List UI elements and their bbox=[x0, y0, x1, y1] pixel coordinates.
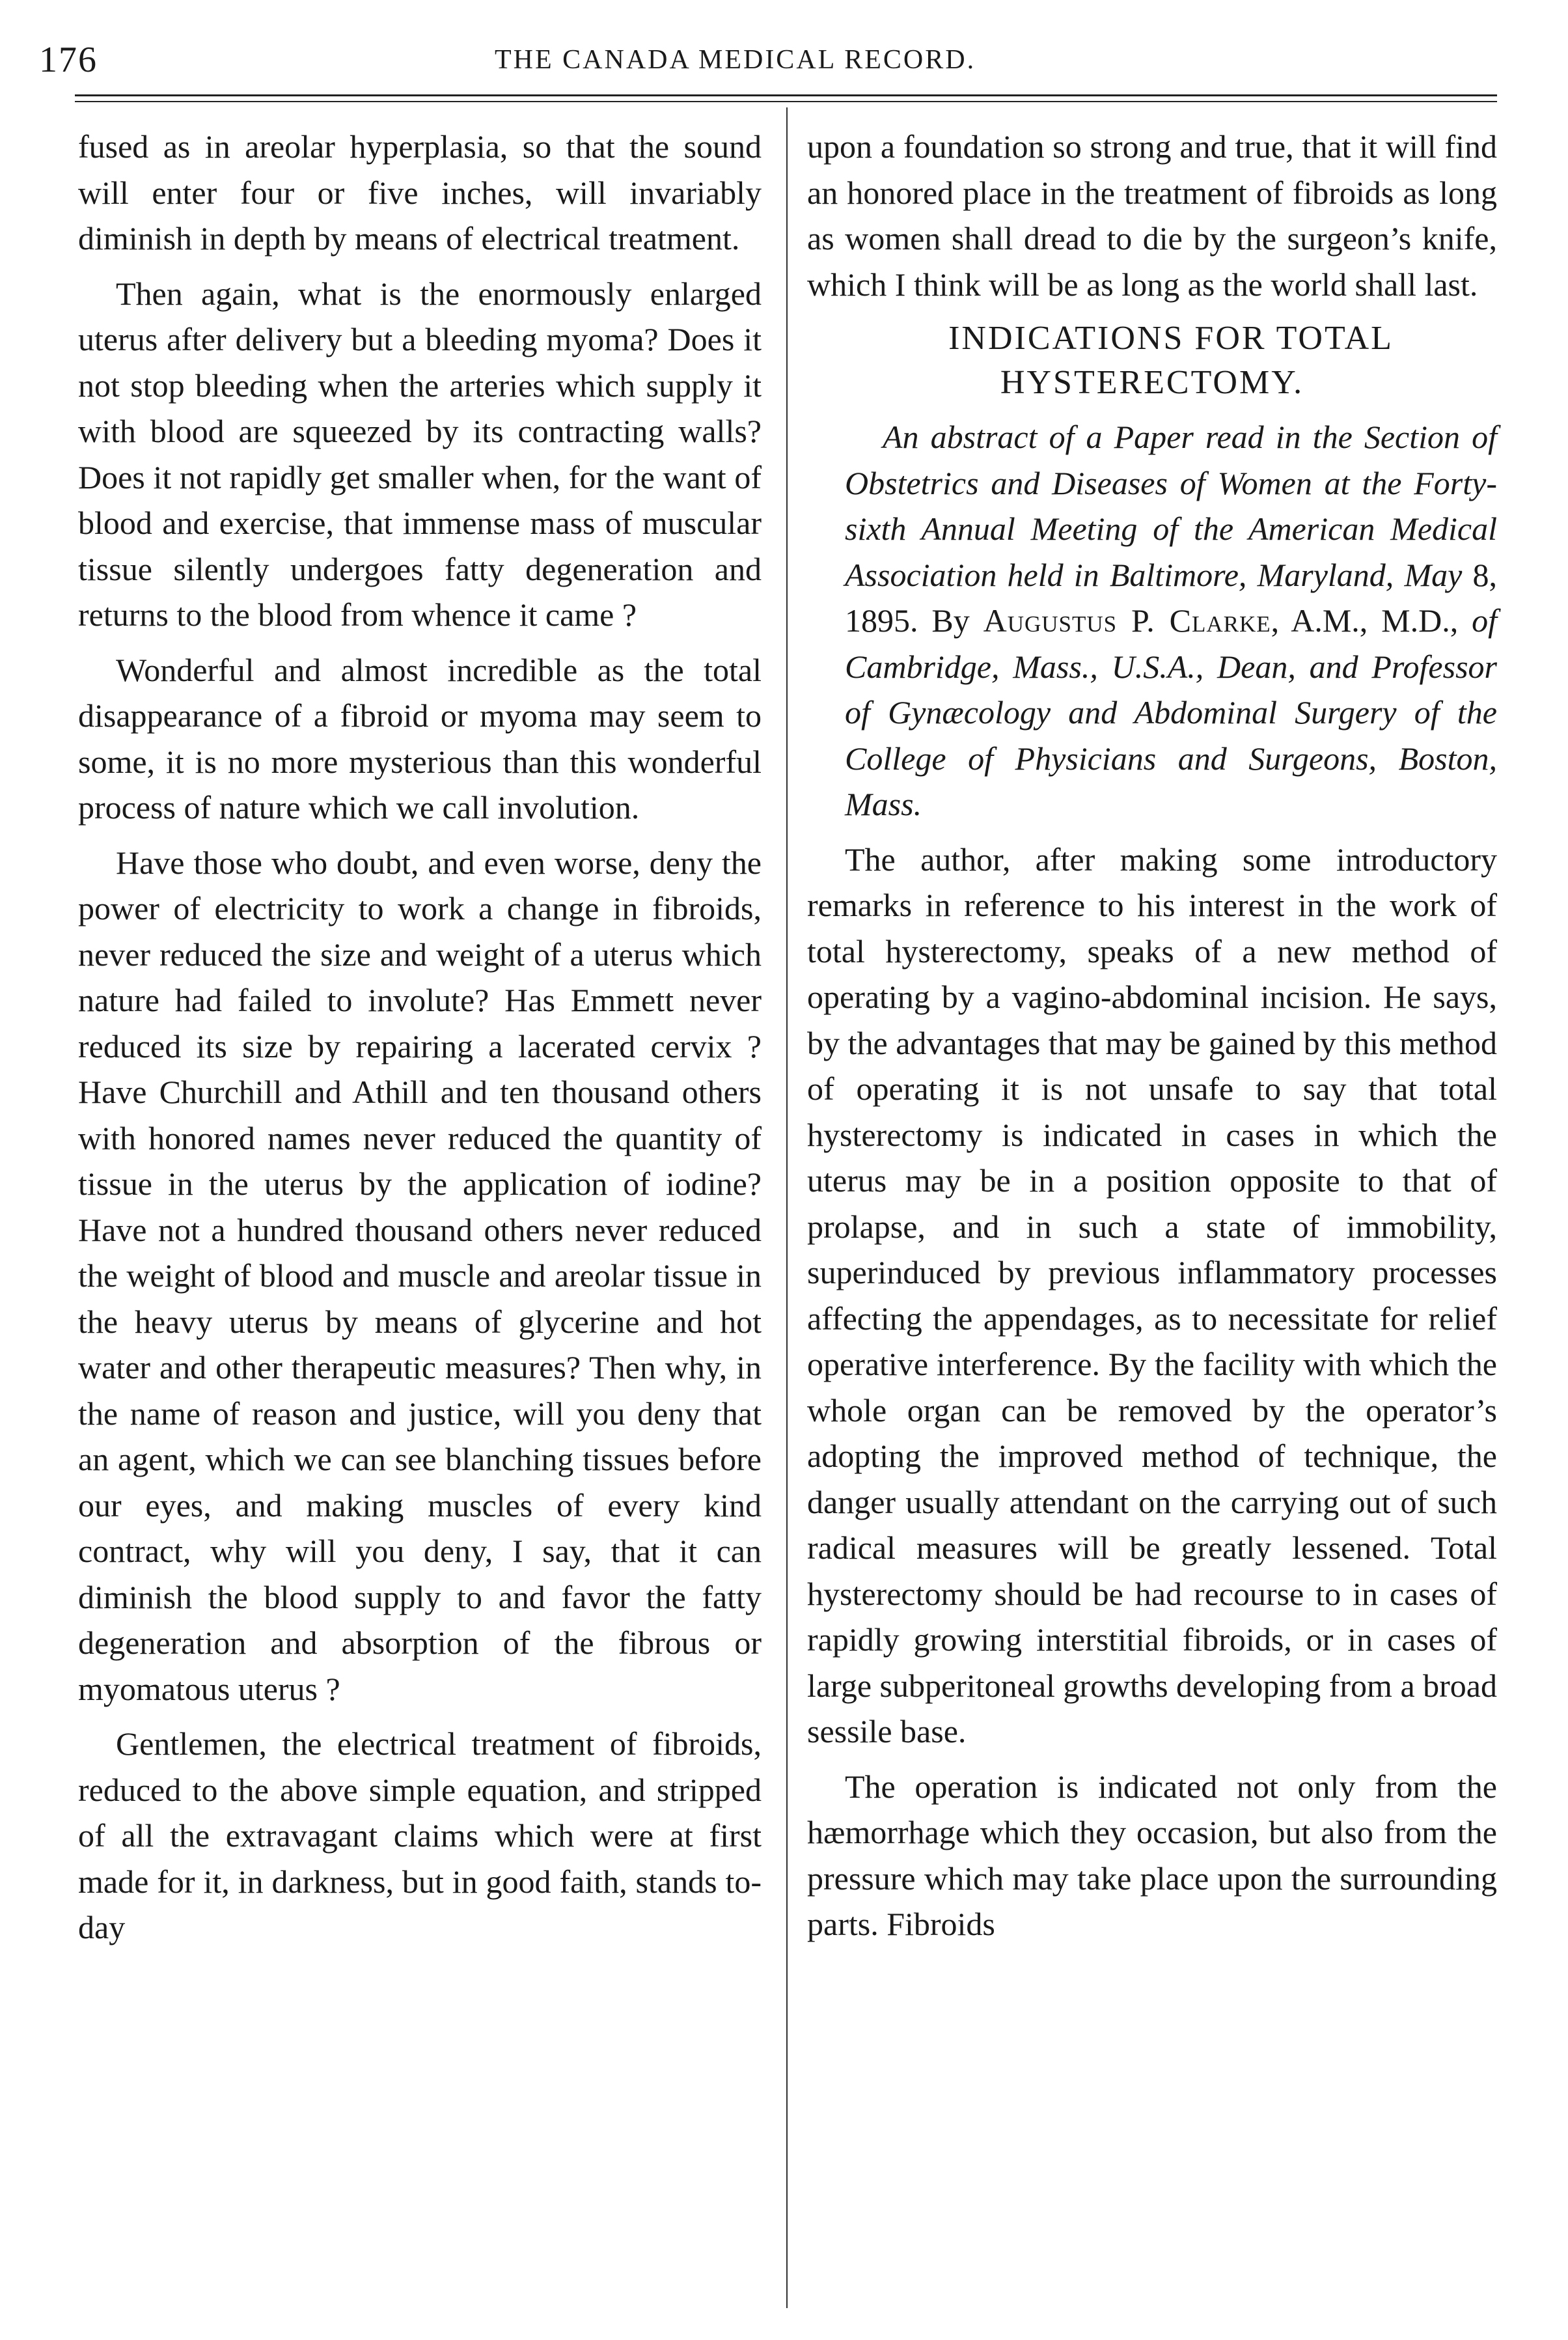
left-paragraph-continued: fused as in areolar hyperplasia, so that the sound will enter four or five inches, will invariably diminish in depth by means of electrical treatment. bbox=[78, 128, 762, 257]
page-header bbox=[39, 39, 1491, 91]
abstract-text: An abstract of a Paper read in the Section of Obstetrics and Diseases of Women at the Forty-sixth Annual Meeting of the American Medical Association held in Baltimore, Maryland, May bbox=[845, 419, 1497, 593]
running-title: THE CANADA MEDICAL RECORD. bbox=[495, 45, 976, 75]
abstract-degrees: , A.M., M.D., bbox=[1271, 602, 1472, 639]
left-paragraph: Then again, what is the enormously enlarged uterus after delivery but a bleeding myoma? Does it not stop bleeding when the arteries which supply it with blood are squeezed by its contracting walls? Does it not rapidly get smaller when, for the want of blood and exercise, that immense mass of muscular tissue silently undergoes fatty degeneration and returns to the blood from whence it came ? bbox=[78, 275, 762, 633]
page-number: 176 bbox=[39, 40, 98, 80]
header-rule-secondary bbox=[75, 101, 1497, 102]
article-title: INDICATIONS FOR TOTAL HYSTERECTOMY. bbox=[948, 320, 1394, 401]
right-column bbox=[807, 124, 1497, 1947]
abstract-author: Augustus P. Clarke bbox=[983, 602, 1271, 639]
left-column bbox=[78, 124, 762, 1951]
right-paragraph: The operation is indicated not only from the hæmorrhage which they occasion, but also from the pressure which may take place upon the surrounding parts. Fibroids bbox=[807, 1768, 1497, 1942]
article-abstract bbox=[807, 414, 1497, 828]
header-rule bbox=[75, 94, 1497, 96]
left-paragraph: Wonderful and almost incredible as the total disappearance of a fibroid or myoma may seem to some, it is no more mysterious than this wonderful process of nature which we call involution. bbox=[78, 651, 762, 826]
abstract-affiliation: of Cambridge, Mass., U.S.A., Dean, and Professor of Gynæcology and Abdominal Surgery of the College of Physicians and Surgeons, Boston, Mass. bbox=[845, 602, 1498, 822]
right-paragraph: The author, after making some introductory remarks in reference to his interest in the work of total hysterectomy, speaks of a new method of operating by a vagino-abdominal incision. He says, by the advantages that may be gained by this method of operating it is not unsafe to say that total hysterectomy is indicated in cases in which the uterus may be in a position opposite to that of prolapse, and in such a state of immobility, superinduced by previous inflammatory processes affecting the appendages, as to necessitate for relief operative interference. By the facility with which the whole organ can be removed by the operator’s adopting the improved method of technique, the danger usually attendant on the carrying out of such radical measures will be greatly lessened. Total hysterectomy should be had recourse to in cases of rapidly growing interstitial fibroids, or in cases of large subperitoneal growths developing from a broad sessile base. bbox=[807, 841, 1497, 1749]
column-divider bbox=[786, 107, 788, 2308]
left-paragraph: Have those who doubt, and even worse, deny the power of electricity to work a change in fibroids, never reduced the size and weight of a uterus which nature had failed to involute? Has Emmett never reduced its size by repairing a lacerated cervix ? Have Churchill and Athill and ten thousand others with honored names never reduced the quantity of tissue in the uterus by the application of iodine? Have not a hundred thousand others never reduced the weight of blood and muscle and areolar tissue in the heavy uterus by means of glycerine and hot water and other therapeutic measures? Then why, in the name of reason and justice, will you deny that an agent, which we can see blanching tissues before our eyes, and making muscles of every kind contract, why will you deny, I say, that it can diminish the blood supply to and favor the fatty degeneration and absorption of the fibrous or myomatous uterus ? bbox=[78, 844, 762, 1707]
abstract-date: 8, 1895. By bbox=[845, 556, 1497, 639]
right-paragraph-continued: upon a foundation so strong and true, that it will find an honored place in the treatment of fibroids as long as women shall dread to die by the surgeon’s knife, which I think will be as long as the world shall last. bbox=[807, 128, 1497, 303]
left-paragraph: Gentlemen, the electrical treatment of fibroids, reduced to the above simple equation, and stripped of all the extravagant claims which were at first made for it, in darkness, but in good faith, stands to-day bbox=[78, 1725, 762, 1945]
